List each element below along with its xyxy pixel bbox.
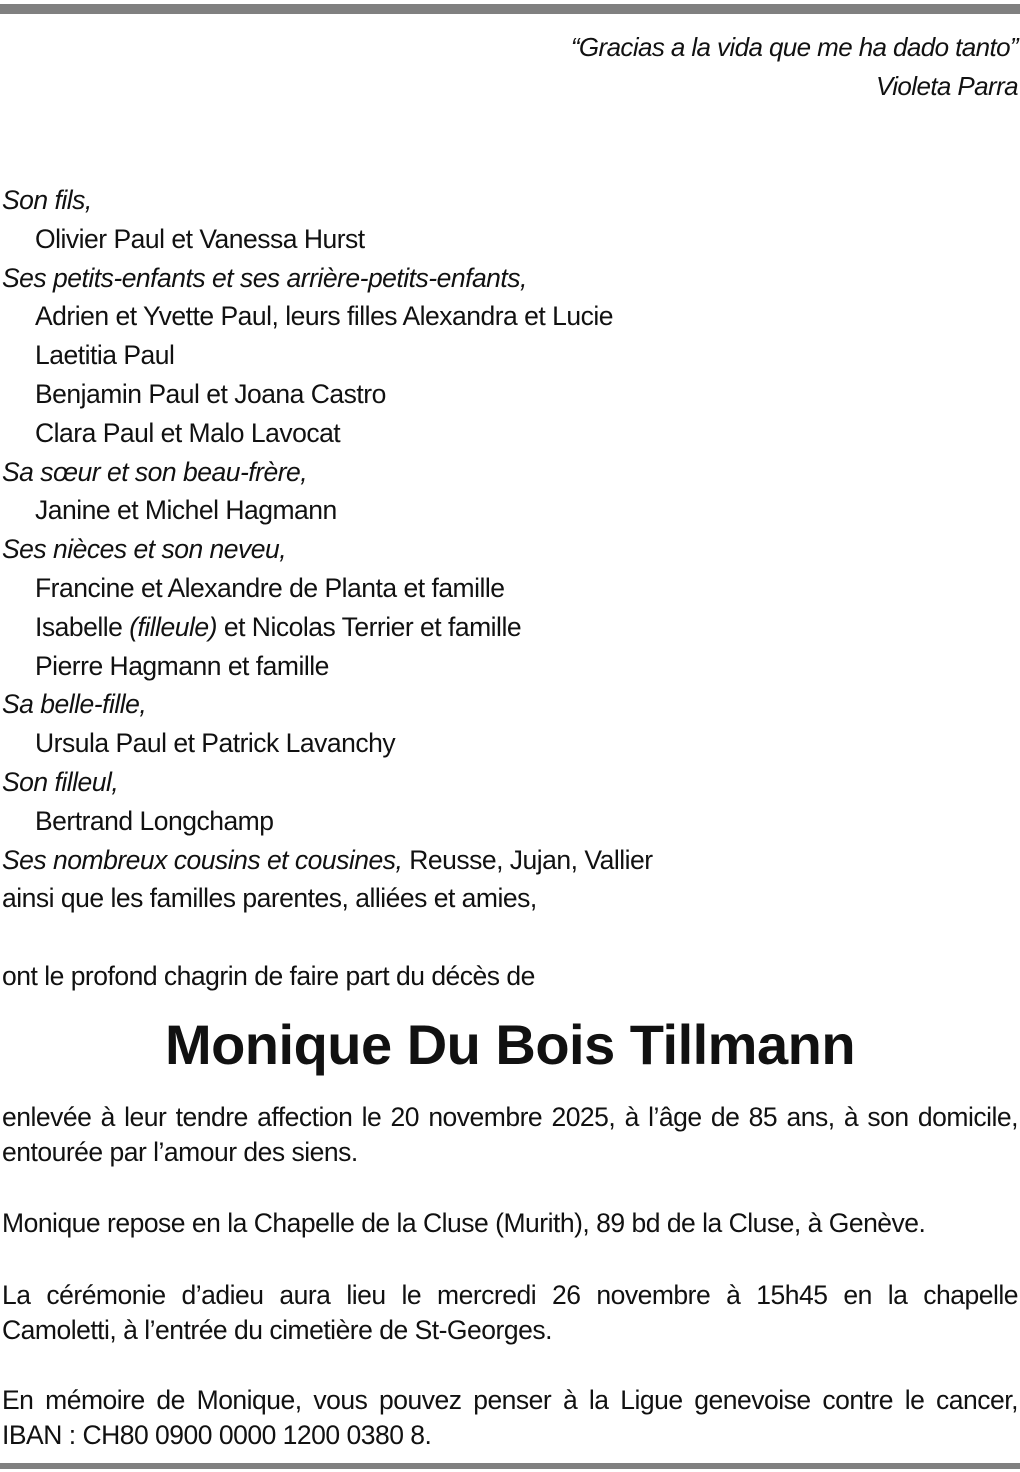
closing-family-line: ainsi que les familles parentes, alliées et amies,: [2, 883, 537, 914]
announcement-intro: ont le profond chagrin de faire part du décès de: [2, 961, 535, 991]
ceremony-paragraph: La cérémonie d’adieu aura lieu le mercredi 26 novembre à 15h45 en la chapelle Camoletti, à l’entrée du cimetière de St-Georges.: [2, 1280, 1018, 1345]
donation-paragraph: En mémoire de Monique, vous pouvez penser à la Ligue genevoise contre le cancer, IBAN : CH80 0900 0000 1200 0380 8.: [2, 1385, 1018, 1450]
family-member: Olivier Paul et Vanessa Hurst: [35, 223, 365, 254]
quote-text: “Gracias a la vida que me ha dado tanto”: [570, 32, 1018, 62]
member-name: Isabelle: [35, 611, 130, 642]
member-note: (filleule): [129, 611, 217, 642]
family-member: Bertrand Longchamp: [35, 805, 274, 836]
death-paragraph: enlevée à leur tendre affection le 20 novembre 2025, à l’âge de 85 ans, à son domicile, entourée par l’amour des siens.: [2, 1102, 1018, 1167]
relation-cousins: Ses nombreux cousins et cousines,: [2, 844, 403, 875]
family-member: Adrien et Yvette Paul, leurs filles Alexandra et Lucie: [35, 301, 613, 332]
bottom-divider: [0, 1463, 1020, 1469]
relation-nieces: Ses nièces et son neveu,: [2, 534, 287, 565]
family-member: Laetitia Paul: [35, 340, 175, 371]
relation-son: Son fils,: [2, 185, 92, 215]
family-member: Benjamin Paul et Joana Castro: [35, 378, 386, 409]
member-rest: et Nicolas Terrier et famille: [216, 611, 522, 642]
family-member: Pierre Hagmann et famille: [35, 650, 329, 681]
family-list: [2, 181, 1002, 918]
cousin-names: Reusse, Jujan, Vallier: [402, 844, 653, 875]
relation-godson: Son filleul,: [2, 766, 119, 797]
family-member: Francine et Alexandre de Planta et famille: [35, 572, 505, 603]
quote-author: Violeta Parra: [875, 71, 1018, 101]
relation-grandchildren: Ses petits-enfants et ses arrière-petits-enfants,: [2, 262, 527, 293]
family-member: Ursula Paul et Patrick Lavanchy: [35, 728, 396, 759]
cousins-line: [2, 841, 1002, 880]
deceased-name: Monique Du Bois Tillmann: [164, 1013, 856, 1076]
relation-sister: Sa sœur et son beau-frère,: [2, 456, 308, 487]
family-member: Janine et Michel Hagmann: [35, 495, 337, 526]
top-divider: [0, 4, 1020, 14]
epigraph-quote: [571, 28, 1018, 106]
family-member: Clara Paul et Malo Lavocat: [35, 417, 341, 448]
relation-daughter-in-law: Sa belle-fille,: [2, 689, 147, 720]
family-member-isabelle: [2, 608, 1002, 647]
resting-place-paragraph: Monique repose en la Chapelle de la Cluse (Murith), 89 bd de la Cluse, à Genève.: [2, 1208, 926, 1238]
